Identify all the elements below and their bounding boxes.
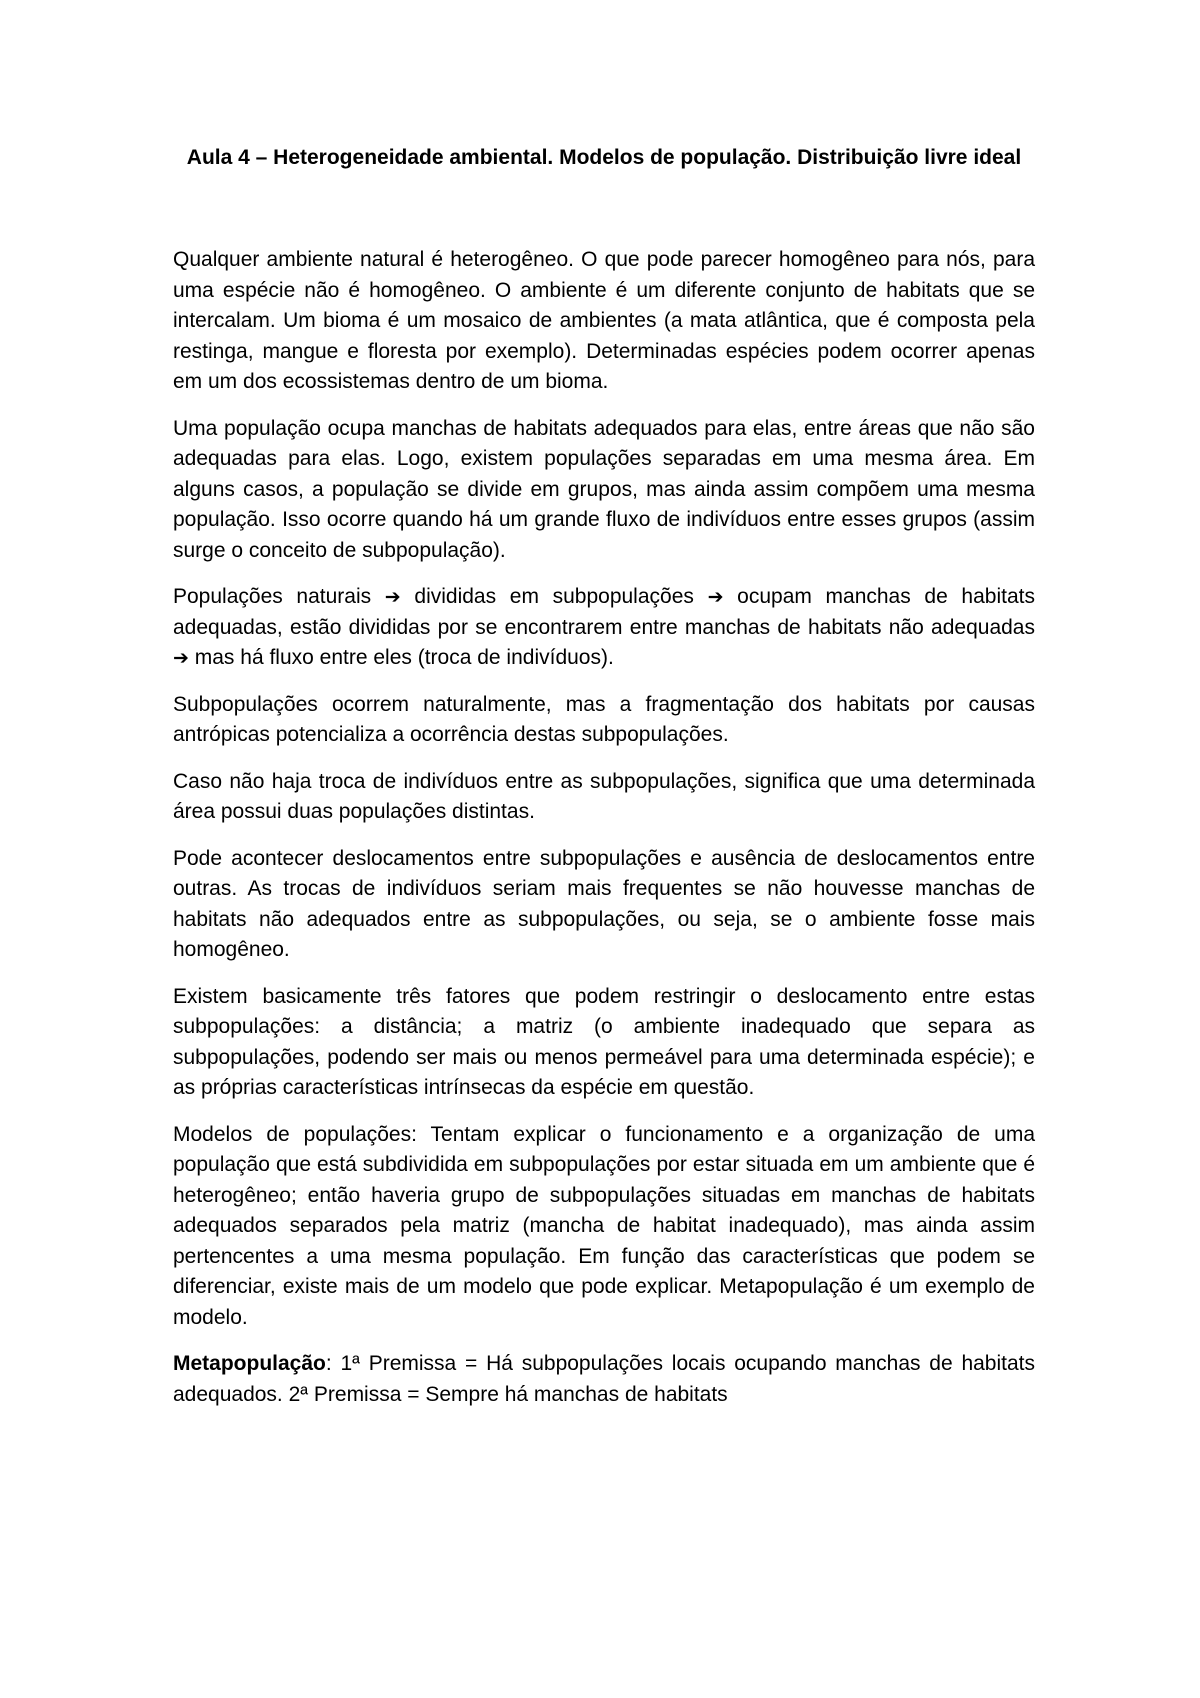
paragraph-distinct-populations: Caso não haja troca de indivíduos entre as subpopulações, significa que uma determinada área possui duas populações distintas.: [173, 769, 1035, 823]
paragraph-population-models: Modelos de populações: Tentam explicar o funcionamento e a organização de uma população que está subdividida em subpopulações por estar situada em um ambiente que é heterogêneo; então haveria grupo de subpopulações situadas em manchas de habitats adequados separados pela matriz (mancha de habitat inadequado), mas ainda assim pertencentes a uma mesma população. Em função das características que podem se diferenciar, existe mais de um modelo que pode explicar. Metapopulação é um exemplo de modelo.: [173, 1122, 1035, 1329]
arrow-right-icon: ➔: [707, 586, 724, 608]
paragraph-heterogeneity: Qualquer ambiente natural é heterogêneo. O que pode parecer homogêneo para nós, para uma espécie não é homogêneo. O ambiente é um diferente conjunto de habitats que se intercalam. Um bioma é um mosaico de ambientes (a mata atlântica, que é composta pela restinga, mangue e floresta por exemplo). Determinadas espécies podem ocorrer apenas em um dos ecossistemas dentro de um bioma.: [173, 248, 1035, 393]
metapopulation-text: : 1ª Premissa = Há subpopulações locais ocupando manchas de habitats adequados. 2ª Premissa = Sempre há manchas de habitats: [173, 1352, 1035, 1406]
paragraph-population-patches: Uma população ocupa manchas de habitats adequados para elas, entre áreas que não são adequadas para elas. Logo, existem populações separadas em uma mesma área. Em alguns casos, a população se divide em grupos, mas ainda assim compõem uma mesma população. Isso ocorre quando há um grande fluxo de indivíduos entre esses grupos (assim surge o conceito de subpopulação).: [173, 416, 1035, 562]
paragraph-fragmentation: Subpopulações ocorrem naturalmente, mas a fragmentação dos habitats por causas antrópicas potencializa a ocorrência destas subpopulações.: [173, 692, 1035, 746]
arrow-paragraph-text-2: divididas em subpopulações: [400, 585, 708, 608]
arrow-paragraph-text-3: ocupam manchas de habitats adequadas, estão divididas por se encontrarem entre manchas de habitats não adequadas: [173, 585, 1035, 639]
document-body: [173, 142, 1035, 1426]
arrow-paragraph-text-1: Populações naturais: [173, 585, 385, 608]
paragraph-natural-populations: [173, 582, 1035, 674]
paragraph-restricting-factors: Existem basicamente três fatores que podem restringir o deslocamento entre estas subpopulações: a distância; a matriz (o ambiente inadequado que separa as subpopulações, podendo ser mais ou menos permeável para uma determinada espécie); e as próprias características intrínsecas da espécie em questão.: [173, 984, 1035, 1099]
paragraph-metapopulation: [173, 1349, 1035, 1410]
paragraph-displacements: Pode acontecer deslocamentos entre subpopulações e ausência de deslocamentos entre outras. As trocas de indivíduos seriam mais frequentes se não houvesse manchas de habitats não adequados entre as subpopulações, ou seja, se o ambiente fosse mais homogêneo.: [173, 846, 1035, 961]
metapopulation-term: Metapopulação: [173, 1352, 326, 1375]
arrow-paragraph-text-4: mas há fluxo entre eles (troca de indivíduos).: [188, 646, 614, 669]
document-title: Aula 4 – Heterogeneidade ambiental. Modelos de população. Distribuição livre ideal: [186, 146, 1022, 169]
arrow-right-icon: ➔: [173, 647, 189, 669]
arrow-right-icon: ➔: [384, 586, 401, 608]
